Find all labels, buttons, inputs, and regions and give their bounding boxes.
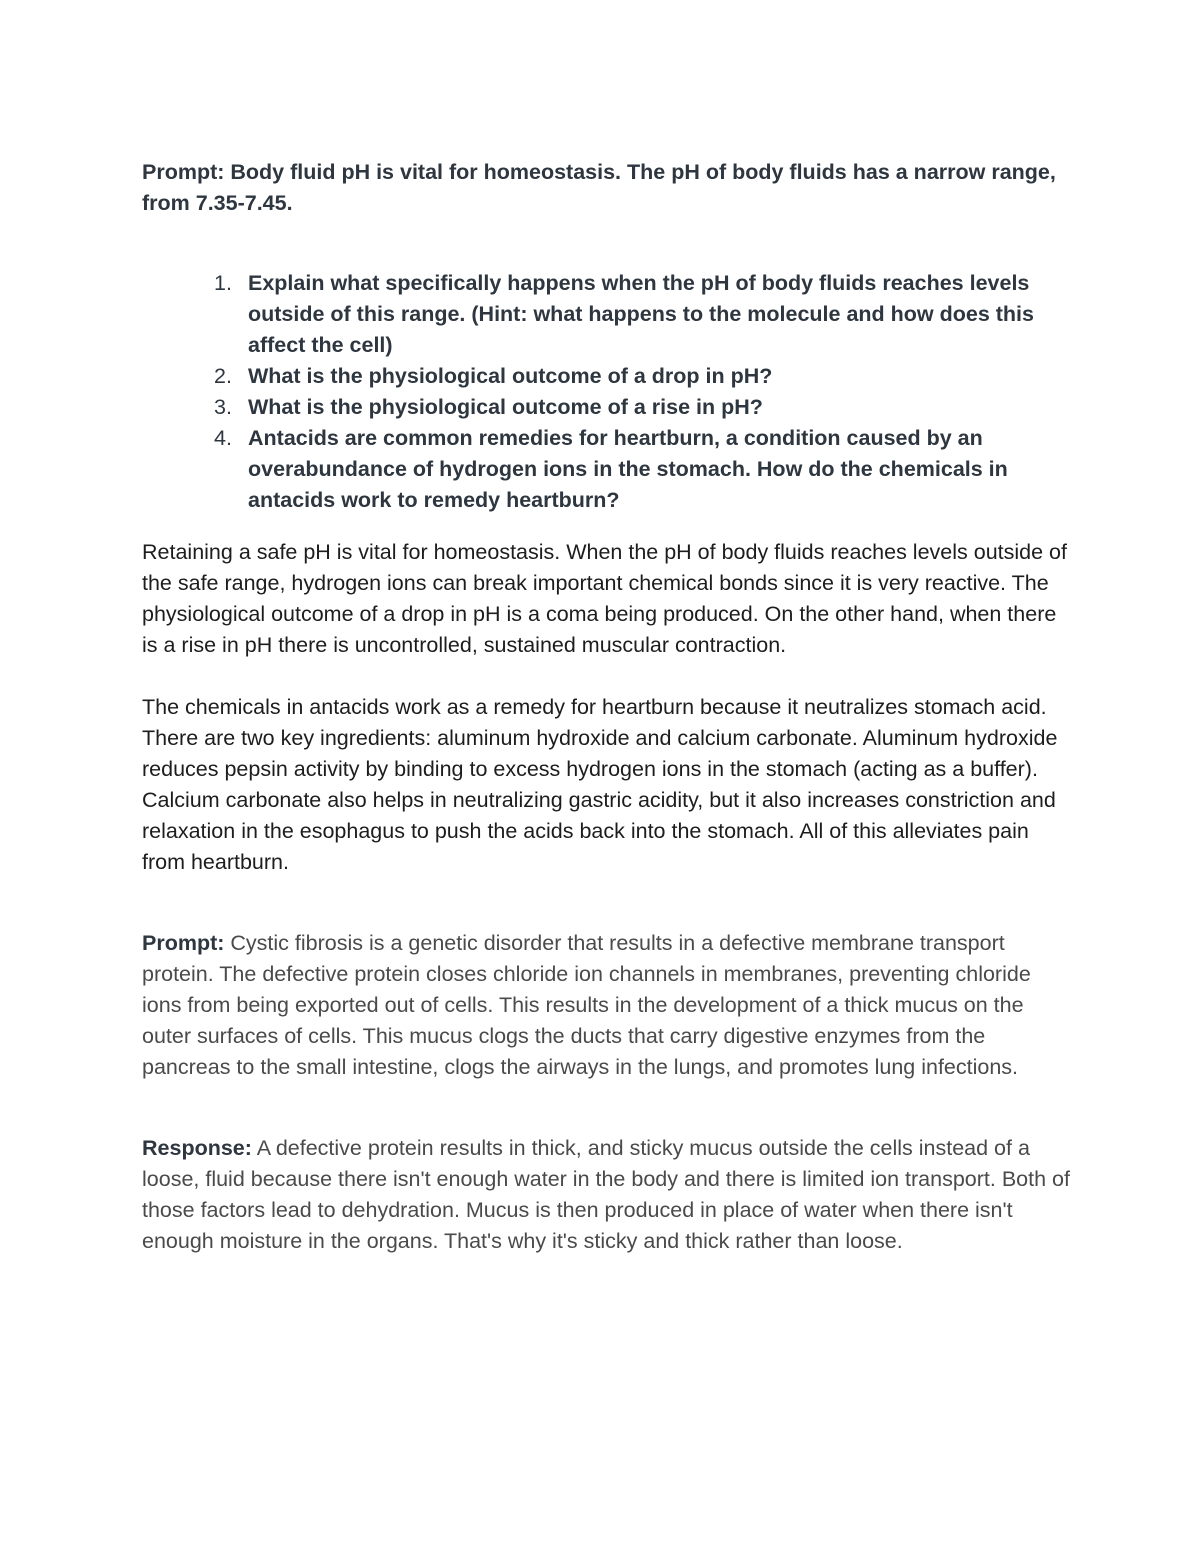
question-text: Explain what specifically happens when the pH of body fluids reaches levels outside of this range. (Hint: what happens to the molecule and how does this affect the cell) xyxy=(248,271,1034,357)
prompt-label: Prompt: xyxy=(142,931,225,955)
question-text: What is the physiological outcome of a rise in pH? xyxy=(248,395,763,419)
question-text: What is the physiological outcome of a drop in pH? xyxy=(248,364,773,388)
ph-prompt: Prompt: Body fluid pH is vital for homeostasis. The pH of body fluids has a narrow range, from 7.35-7.45. xyxy=(142,160,1056,215)
antacid-answer-paragraph: The chemicals in antacids work as a remedy for heartburn because it neutralizes stomach acid. There are two key ingredients: aluminum hydroxide and calcium carbonate. Aluminum hydroxide reduces pepsin activity by binding to excess hydrogen ions in the stomach (acting as a buffer). Calcium carbonate also helps in neutralizing gastric acidity, but it also increases constriction and relaxation in the esophagus to push the acids back into the stomach. All of this alleviates pain from heartburn. xyxy=(142,695,1058,874)
list-item xyxy=(142,361,1072,392)
list-item xyxy=(142,268,1072,361)
question-number: 3. xyxy=(214,395,232,419)
question-text: Antacids are common remedies for heartburn, a condition caused by an overabundance of hydrogen ions in the stomach. How do the chemicals in antacids work to remedy heartburn? xyxy=(248,426,1008,512)
ph-answer-paragraph: Retaining a safe pH is vital for homeostasis. When the pH of body fluids reaches levels outside of the safe range, hydrogen ions can break important chemical bonds since it is very reactive. The physiological outcome of a drop in pH is a coma being produced. On the other hand, when there is a rise in pH there is uncontrolled, sustained muscular contraction. xyxy=(142,540,1067,657)
list-item xyxy=(142,392,1072,423)
cf-response-paragraph xyxy=(142,1133,1072,1257)
list-item xyxy=(142,423,1072,516)
question-number: 4. xyxy=(214,426,232,450)
prompt-text: Cystic fibrosis is a genetic disorder that results in a defective membrane transport protein. The defective protein closes chloride ion channels in membranes, preventing chloride ions from being exported out of cells. This results in the development of a thick mucus on the outer surfaces of cells. This mucus clogs the ducts that carry digestive enzymes from the pancreas to the small intestine, clogs the airways in the lungs, and promotes lung infections. xyxy=(142,931,1031,1079)
response-text: A defective protein results in thick, and sticky mucus outside the cells instead of a loose, fluid because there isn't enough water in the body and there is limited ion transport. Both of those factors lead to dehydration. Mucus is then produced in place of water when there isn't enough moisture in the organs. That's why it's sticky and thick rather than loose. xyxy=(142,1136,1070,1253)
question-number: 2. xyxy=(214,364,232,388)
cf-prompt-paragraph xyxy=(142,928,1072,1083)
question-number: 1. xyxy=(214,271,232,295)
question-list xyxy=(142,268,1072,516)
response-label: Response: xyxy=(142,1136,252,1160)
